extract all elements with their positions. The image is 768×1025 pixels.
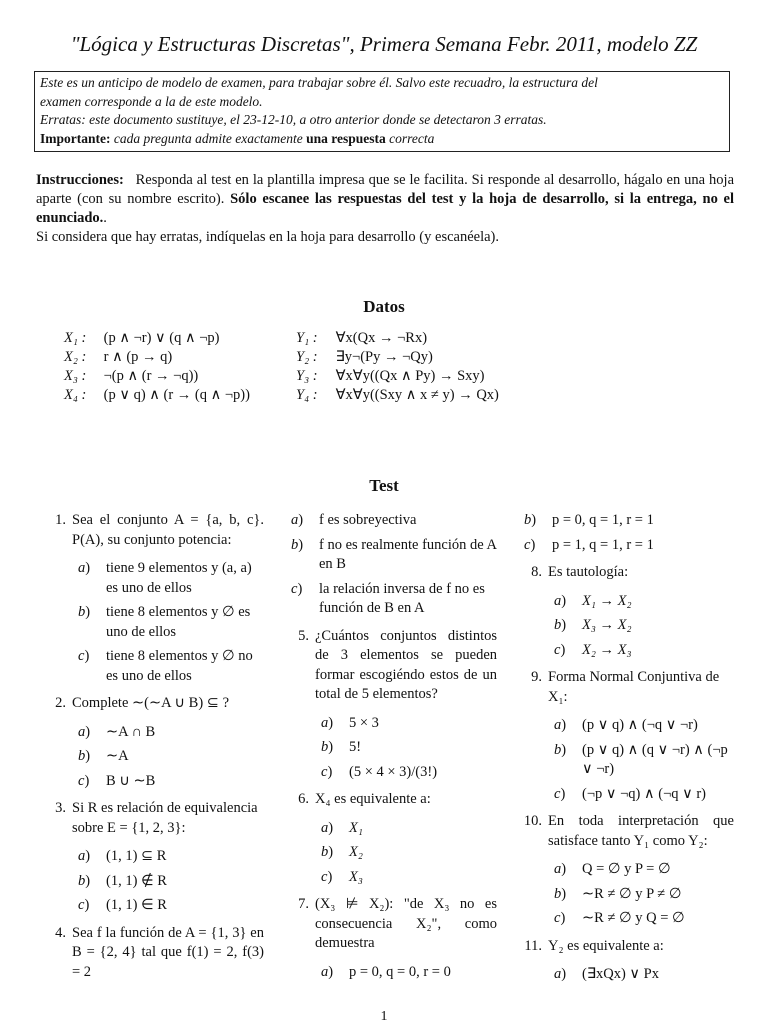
option-text: ∼A ∩ B [106, 723, 156, 740]
options [315, 714, 497, 783]
question-10 [518, 812, 734, 929]
option-text: f no es realmente función de A en B [319, 536, 497, 572]
important-text-b: correcta [389, 130, 435, 146]
option-text: 5! [349, 739, 362, 755]
question-2 [42, 694, 264, 791]
question-text: Sea el conjunto A = {a, b, c}. P(A), su conjunto potencia: [72, 512, 264, 548]
instructions-period: . [103, 210, 107, 226]
document-title: "Lógica y Estructuras Discretas", Primera Semana Febr. 2011, modelo ZZ [70, 32, 698, 56]
formula-label: X₂ : [64, 349, 87, 365]
option-text: X₁ → X₂ [582, 592, 632, 609]
option-text: (1, 1) ∉ R [106, 872, 167, 889]
option-letter: c ) [554, 785, 565, 805]
test-column-3 [518, 511, 734, 993]
options [72, 559, 264, 686]
option-text: ∼R ≠ ∅ y P ≠ ∅ [582, 885, 682, 902]
option-c [72, 772, 264, 792]
question-number: 3. [55, 800, 66, 816]
question-text: Si R es relación de equivalencia sobre E = {1, 2, 3}: [72, 800, 258, 836]
option-letter: b ) [321, 843, 333, 863]
option-text: 5 × 3 [349, 714, 379, 731]
formula-text: ∃y¬(Py → ¬Qy) [335, 349, 433, 365]
formula-label: Y₁ : [296, 330, 318, 346]
important-text-a: cada pregunta admite exactamente [113, 130, 303, 146]
option-b [72, 747, 264, 767]
option-b [548, 741, 734, 780]
option-letter: c ) [78, 647, 89, 667]
option-letter: c ) [321, 868, 332, 888]
formula-x3 [64, 367, 250, 386]
option-text: (1, 1) ⊆ R [106, 848, 167, 864]
option-text: (¬p ∨ ¬q) ∧ (¬q ∨ r) [582, 785, 707, 802]
question-text: X₄ es equivalente a: [315, 791, 431, 807]
option-text: ∼A [106, 748, 129, 764]
question-number: 10. [523, 813, 542, 829]
option-letter: a ) [554, 716, 566, 736]
instructions-paragraph [36, 171, 734, 228]
datos-left-column [64, 329, 250, 405]
test-heading: Test [369, 476, 399, 495]
option-text: p = 0, q = 0, r = 0 [349, 963, 451, 980]
formula-label: X₃ : [64, 368, 87, 384]
options [548, 716, 734, 804]
formula-label: Y₄ : [296, 387, 318, 403]
option-a [72, 559, 264, 598]
important-label: Importante: [40, 130, 111, 146]
notice-box [34, 71, 730, 152]
formula-text: ¬(p ∧ (r → ¬q)) [103, 368, 199, 384]
question-number: 8. [531, 564, 542, 580]
question-text: Y₂ es equivalente a: [548, 937, 664, 954]
option-a [548, 592, 734, 612]
option-text: (1, 1) ∈ R [106, 897, 167, 913]
notice-important [40, 130, 724, 149]
question-text: Es tautología: [548, 564, 629, 580]
option-b [315, 843, 497, 863]
option-text: (p ∨ q) ∧ (¬q ∨ ¬r) [582, 717, 698, 733]
option-a [72, 723, 264, 743]
question-text: Complete ∼(∼A ∪ B) ⊆ ? [72, 695, 230, 711]
option-letter: c ) [291, 580, 302, 600]
option-text: ∼R ≠ ∅ y Q = ∅ [582, 910, 685, 926]
option-text: X₁ [349, 819, 363, 836]
option-letter: a ) [78, 559, 90, 579]
option-b [72, 872, 264, 892]
option-b [72, 603, 264, 642]
question-3 [42, 799, 264, 916]
option-c [285, 580, 497, 619]
option-c [315, 868, 497, 888]
option-b [548, 616, 734, 636]
notice-line-3: Erratas: este documento sustituye, el 23-12-10, a otro anterior donde se detectaron 3 erratas. [40, 112, 547, 127]
option-letter: c ) [78, 772, 89, 792]
option-letter: b ) [78, 872, 90, 892]
option-letter: c ) [524, 536, 535, 556]
option-text: Q = ∅ y P = ∅ [582, 861, 671, 877]
formula-label: Y₃ : [296, 368, 318, 384]
formula-text: ∀x∀y((Sxy ∧ x ≠ y) → Qx) [335, 387, 499, 403]
question-9 [518, 668, 734, 804]
question-number: 9. [531, 669, 542, 685]
test-column-1 [42, 511, 264, 990]
option-text: (p ∨ q) ∧ (q ∨ ¬r) ∧ (¬p ∨ ¬r) [582, 741, 728, 777]
question-text: ¿Cuántos conjuntos distintos de 3 elementos se pueden formar escogiéndo estos de un total de 5 elementos? [315, 627, 497, 702]
question-number: 4. [55, 924, 66, 941]
question-number: 11. [524, 937, 542, 954]
option-text: p = 0, q = 1, r = 1 [552, 512, 654, 528]
instructions-bold: Sólo escanee las respuestas del test y la hoja de desarrollo, si la entrega, no el enunciado. [36, 191, 735, 226]
option-text: tiene 8 elementos y ∅ no es uno de ellos [106, 648, 253, 684]
question-11 [518, 937, 734, 985]
formula-label: X₄ : [64, 387, 87, 403]
option-letter: a ) [554, 592, 566, 612]
formula-y4 [296, 386, 499, 405]
option-a [285, 511, 497, 531]
option-b [518, 511, 734, 531]
options [72, 847, 264, 916]
formula-y1 [296, 329, 499, 348]
option-text: X₂ → X₃ [582, 641, 632, 658]
option-text: B ∪ ∼B [106, 772, 156, 789]
option-text: p = 1, q = 1, r = 1 [552, 536, 654, 553]
option-a [72, 847, 264, 867]
option-letter: a ) [554, 965, 566, 985]
question-4-continued [285, 511, 497, 619]
option-letter: a ) [321, 714, 333, 734]
option-letter: c ) [554, 909, 565, 929]
formula-text: (p ∨ q) ∧ (r → (q ∧ ¬p)) [103, 387, 250, 403]
option-b [548, 885, 734, 905]
question-4 [42, 924, 264, 983]
important-bold: una respuesta [306, 130, 386, 146]
option-letter: b ) [554, 741, 566, 761]
option-letter: c ) [321, 763, 332, 783]
option-letter: a ) [554, 860, 566, 880]
formula-x2 [64, 348, 250, 367]
option-c [315, 763, 497, 783]
formula-text: r ∧ (p → q) [103, 349, 173, 365]
instructions [36, 171, 734, 247]
option-b [315, 738, 497, 758]
formula-text: ∀x∀y((Qx ∧ Py) → Sxy) [335, 368, 485, 384]
option-letter: b ) [554, 885, 566, 905]
option-c [548, 909, 734, 929]
option-text: X₂ [349, 844, 363, 860]
formula-text: (p ∧ ¬r) ∨ (q ∧ ¬p) [103, 330, 220, 346]
question-8 [518, 563, 734, 660]
options [518, 511, 734, 555]
option-letter: a ) [78, 847, 90, 867]
option-text: (5 × 4 × 3)/(3!) [349, 763, 438, 780]
option-letter: a ) [321, 963, 333, 983]
option-letter: a ) [78, 723, 90, 743]
option-letter: a ) [321, 819, 333, 839]
question-6 [285, 790, 497, 887]
options [315, 819, 497, 888]
option-text: f es sobreyectiva [319, 512, 417, 528]
formula-text: ∀x(Qx → ¬Rx) [335, 330, 428, 346]
option-text: tiene 8 elementos y ∅ es uno de ellos [106, 604, 251, 640]
notice-line-2: examen corresponde a la de este modelo. [40, 93, 263, 109]
question-number: 1. [55, 512, 66, 528]
option-c [548, 785, 734, 805]
instructions-errata-line: Si considera que hay erratas, indíquelas en la hoja para desarrollo (y escanéela). [36, 229, 499, 245]
option-letter: c ) [78, 896, 89, 916]
formula-y3 [296, 367, 499, 386]
option-a [548, 965, 734, 985]
formula-x4 [64, 386, 250, 405]
option-text: X₃ [349, 868, 363, 885]
test-column-2 [285, 511, 497, 990]
notice-line-1: Este es un anticipo de modelo de examen, para trabajar sobre él. Salvo este recuadro, la estructura del [40, 75, 598, 90]
option-letter: b ) [291, 536, 303, 556]
question-text: En toda interpretación que satisface tanto Y₁ como Y₂: [548, 813, 734, 849]
question-text: (X₃ ⊭ X₂): "de X₃ no es consecuencia X₂", como demuestra [315, 896, 497, 951]
question-5 [285, 627, 497, 783]
datos-right-column [296, 329, 499, 405]
instructions-label: Instrucciones: [36, 172, 124, 188]
option-a [315, 714, 497, 734]
question-7 [285, 895, 497, 982]
options [285, 511, 497, 619]
option-b [285, 536, 497, 575]
page-number: 1 [380, 1009, 388, 1024]
options [548, 860, 734, 929]
option-c [72, 647, 264, 686]
options [315, 963, 497, 983]
formula-label: Y₂ : [296, 349, 318, 365]
option-letter: b ) [321, 738, 333, 758]
option-text: X₃ → X₂ [582, 617, 632, 633]
question-number: 2. [55, 695, 66, 711]
option-text: (∃xQx) ∨ Px [582, 966, 659, 982]
question-number: 7. [298, 896, 309, 912]
option-text: la relación inversa de f no es función de B en A [319, 580, 485, 616]
question-text: Sea f la función de A = {1, 3} en B = {2, 4} tal que f(1) = 2, f(3) = 2 [72, 924, 264, 980]
option-letter: a ) [291, 511, 303, 531]
question-number: 5. [298, 627, 309, 644]
option-a [548, 860, 734, 880]
option-letter: b ) [78, 603, 90, 623]
option-letter: b ) [78, 747, 90, 767]
option-c [72, 896, 264, 916]
question-number: 6. [298, 791, 309, 807]
question-text: Forma Normal Conjuntiva de X₁: [548, 669, 720, 705]
option-letter: b ) [524, 511, 536, 531]
option-a [315, 963, 497, 983]
datos-heading: Datos [363, 297, 405, 316]
instructions-text: Responda al test en la plantilla impresa que se le facilita. Si responde al desarrollo, hágalo en una hoja aparte (con su nombre escrito). [36, 172, 735, 207]
question-1 [42, 511, 264, 686]
formula-label: X₁ : [64, 330, 87, 346]
question-7-continued [518, 511, 734, 555]
options [72, 723, 264, 792]
options [548, 965, 734, 985]
option-letter: c ) [554, 641, 565, 661]
option-c [518, 536, 734, 556]
formula-x1 [64, 329, 250, 348]
option-a [315, 819, 497, 839]
option-text: tiene 9 elementos y (a, a) es uno de ellos [106, 560, 252, 596]
options [548, 592, 734, 661]
formula-y2 [296, 348, 499, 367]
option-a [548, 716, 734, 736]
option-letter: b ) [554, 616, 566, 636]
option-c [548, 641, 734, 661]
